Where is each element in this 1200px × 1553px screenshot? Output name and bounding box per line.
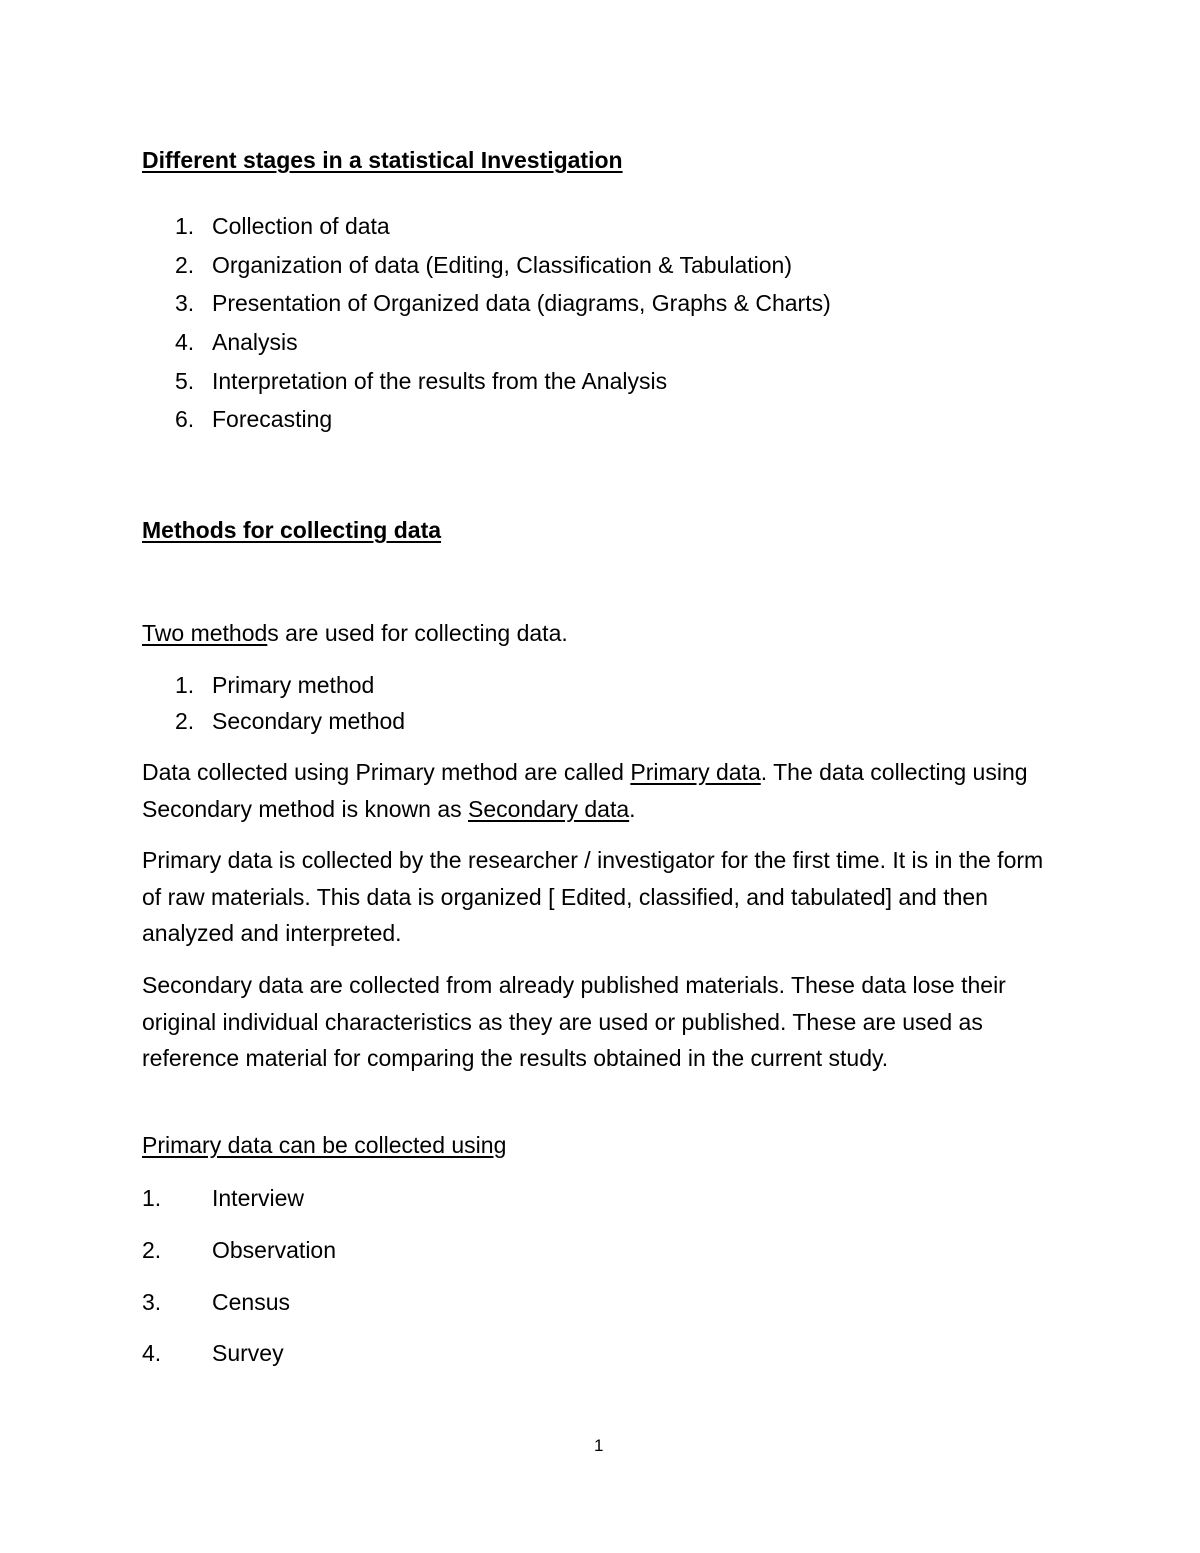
list-item-text: Forecasting [212,406,333,432]
list-item-text: Interview [212,1185,305,1211]
list-item-number: 6. [175,406,195,432]
list-item-text: Observation [212,1237,337,1263]
list-item-number: 3. [175,290,195,316]
paragraph-text: . The data collecting using Secondary method is known as [142,759,1028,822]
list-item-text: Analysis [212,329,298,355]
list-item-number: 4. [175,329,195,355]
paragraph-text: Data collected using Primary method are called [142,759,631,785]
paragraph-secondary-data: Secondary data are collected from already published materials. These data lose their original individual characteristics as they are used or published. These are used as reference material for comparing the results obtained in the current study. [142,972,1006,1071]
term-secondary-data: Secondary data [468,795,630,822]
list-item-text: Census [212,1289,290,1315]
section-heading-methods: Methods for collecting data [142,517,442,543]
subheading-primary-collection: Primary data can be collected using [142,1132,507,1158]
paragraph-text: . [629,795,636,822]
page-number: 1 [594,1436,604,1455]
term-primary-data: Primary data [630,759,761,785]
list-item-number: 2. [142,1237,162,1263]
paragraph-primary-secondary-definitions [142,754,1052,827]
intro-underlined: Two method [142,620,268,646]
list-item-text: Primary method [212,672,375,698]
list-item-text: Presentation of Organized data (diagrams, Graphs & Charts) [212,290,831,316]
list-item-number: 1. [175,672,195,698]
list-item-number: 4. [142,1340,162,1366]
list-item-number: 2. [175,708,195,734]
list-item-number: 1. [175,213,195,239]
list-item-number: 5. [175,368,195,394]
list-item-number: 2. [175,252,195,278]
list-item-number: 1. [142,1185,162,1211]
list-item-text: Collection of data [212,213,390,239]
section-heading-stages: Different stages in a statistical Investigation [142,147,623,173]
list-item-text: Organization of data (Editing, Classification & Tabulation) [212,252,793,278]
intro-sentence [142,622,568,645]
list-item-text: Secondary method [212,708,406,734]
list-item-text: Interpretation of the results from the Analysis [212,368,668,394]
paragraph-primary-data: Primary data is collected by the researcher / investigator for the first time. It is in the form of raw materials. This data is organized [ Edited, classified, and tabulated] and then analyzed and interpreted. [142,847,1044,946]
list-item-number: 3. [142,1289,162,1315]
list-item-text: Survey [212,1340,284,1366]
intro-rest: s are used for collecting data. [267,620,568,646]
